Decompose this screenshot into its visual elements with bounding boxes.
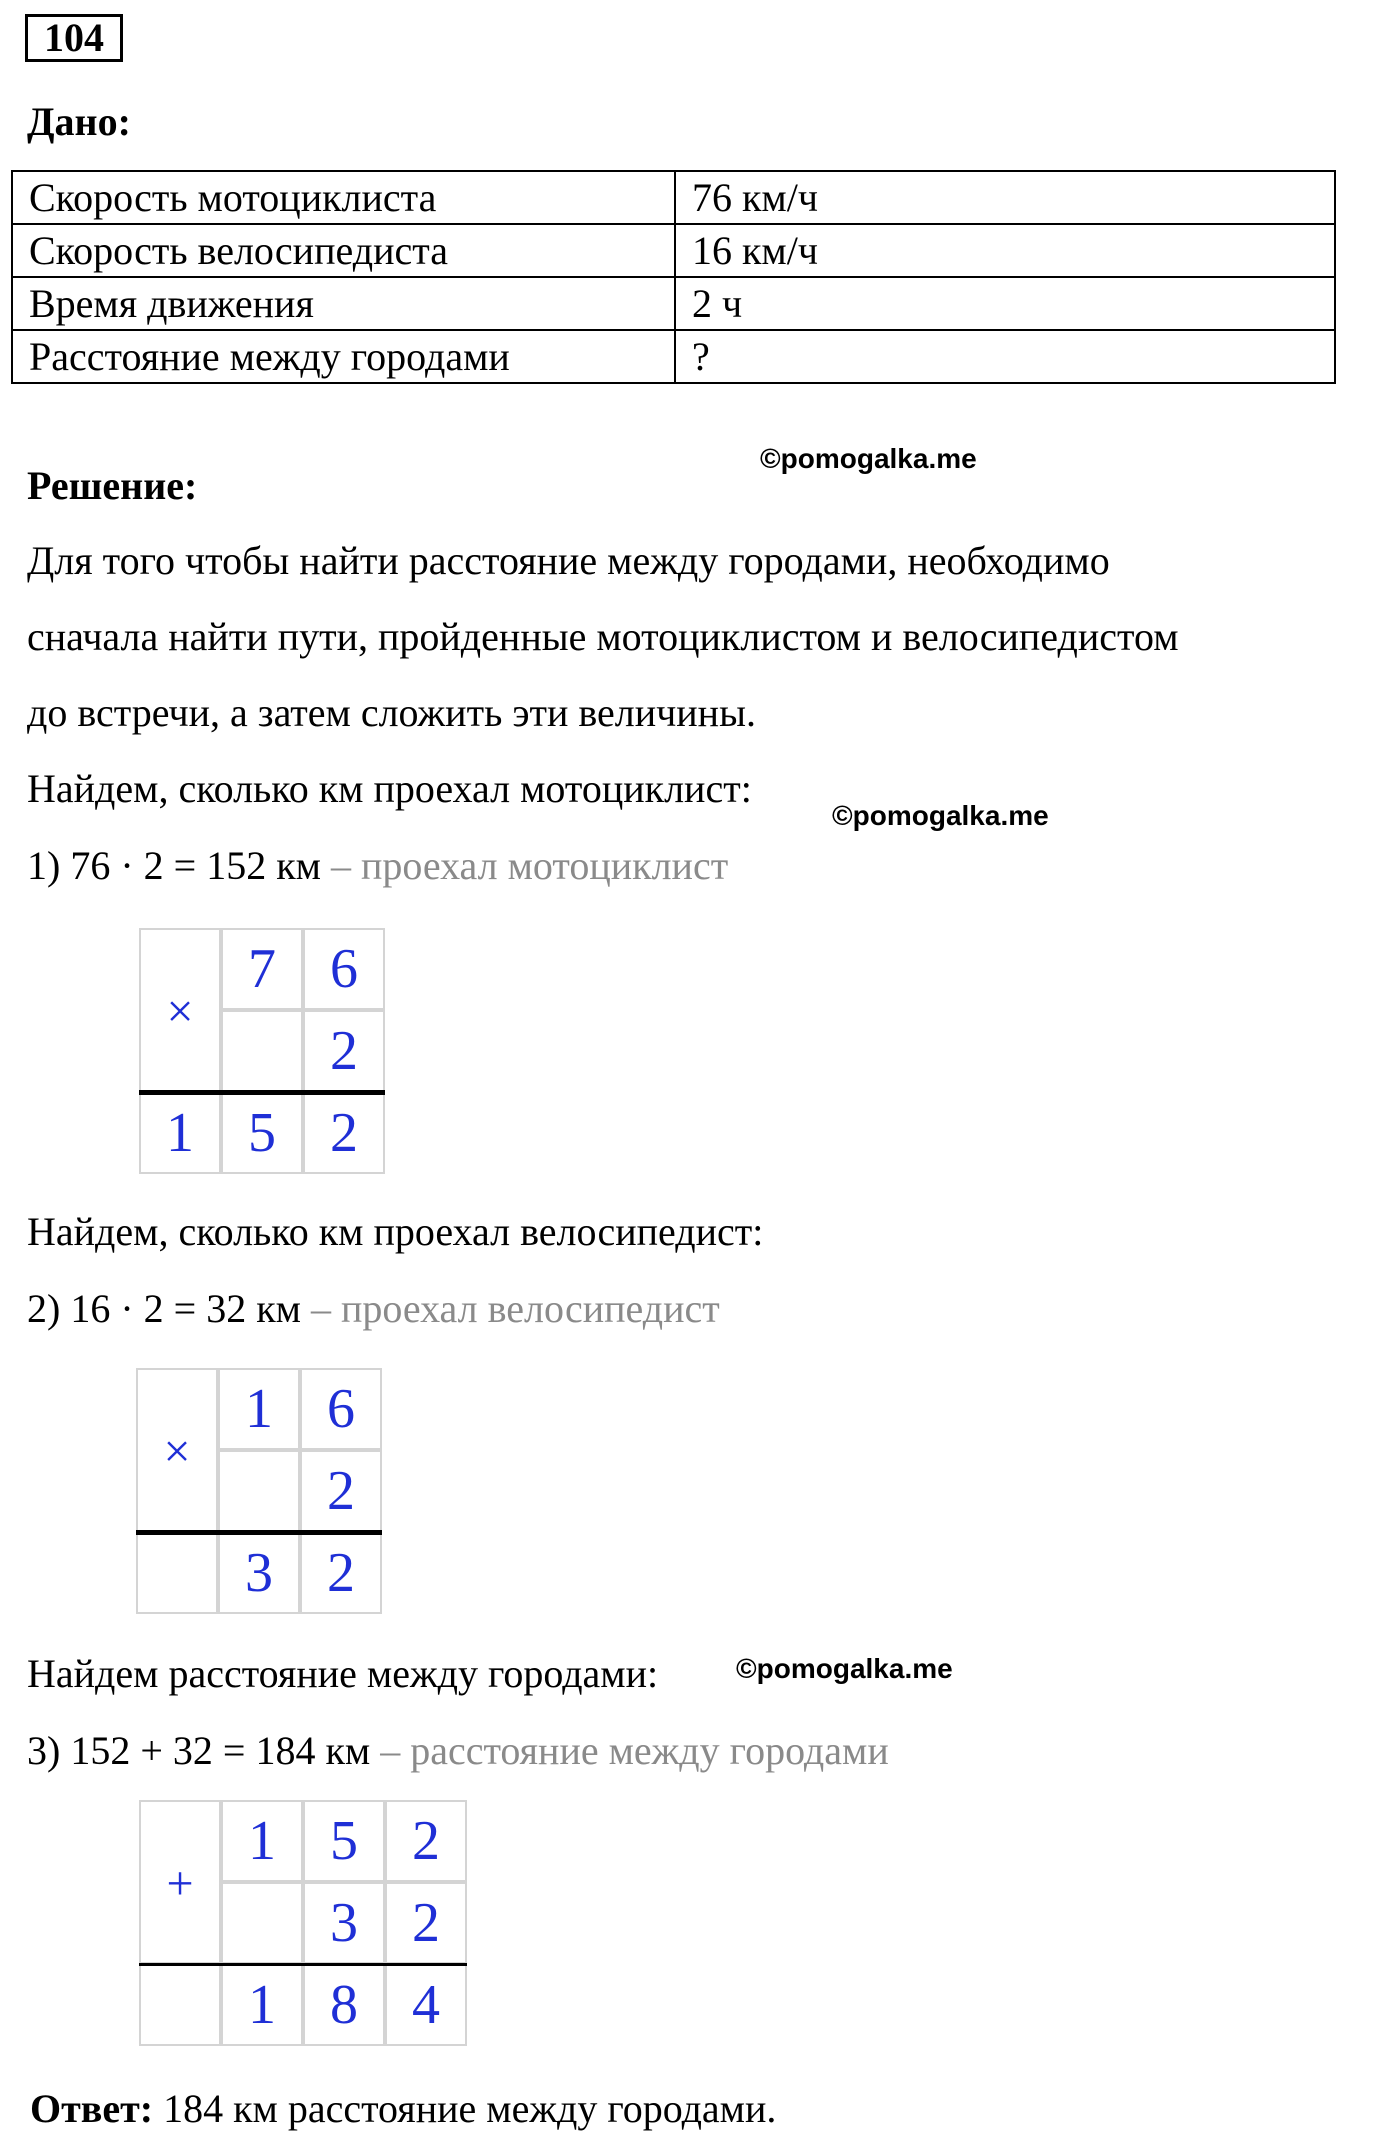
watermark: ©pomogalka.me	[736, 1653, 953, 1684]
table-row	[12, 277, 1335, 330]
multiply-sign: ×	[166, 985, 194, 1038]
intro-line: сначала найти пути, пройденные мотоциклистом и велосипедистом	[27, 614, 1179, 659]
intro-line: Для того чтобы найти расстояние между городами, необходимо	[27, 538, 1110, 583]
calc-digit: 7	[221, 928, 303, 1010]
calc-digit: 2	[300, 1450, 382, 1532]
table-row	[12, 224, 1335, 277]
calc-digit: 3	[218, 1532, 300, 1614]
calc-digit: 5	[221, 1092, 303, 1174]
answer-label: Ответ:	[30, 2086, 154, 2131]
calc-digit: 1	[221, 1800, 303, 1882]
answer-text: 184 км расстояние между городами.	[153, 2086, 777, 2131]
step-comment: – расстояние между городами	[380, 1728, 889, 1773]
solution-heading: Решение:	[27, 463, 198, 508]
calc-digit: 1	[221, 1964, 303, 2046]
calc-digit: 2	[303, 1010, 385, 1092]
problem-number: 104	[25, 14, 123, 62]
given-value: 16 км/ч	[675, 224, 1335, 277]
step-comment: – проехал велосипедист	[310, 1286, 720, 1331]
step-equation: 3) 152 + 32 = 184 км	[27, 1728, 371, 1773]
result-line	[139, 1090, 385, 1095]
calc-digit	[221, 1882, 303, 1964]
given-heading: Дано:	[27, 99, 131, 144]
given-label: Скорость велосипедиста	[12, 224, 675, 277]
result-line	[139, 1963, 467, 1966]
calc-digit: 2	[385, 1800, 467, 1882]
given-value: 76 км/ч	[675, 171, 1335, 224]
given-table	[11, 170, 1336, 384]
calc-digit: 1	[139, 1092, 221, 1174]
calc-digit: 1	[218, 1368, 300, 1450]
calc-digit: 6	[300, 1368, 382, 1450]
calc-digit: 4	[385, 1964, 467, 2046]
step-prompt: Найдем расстояние между городами:	[27, 1651, 659, 1696]
calc-digit	[221, 1010, 303, 1092]
watermark: ©pomogalka.me	[832, 800, 1049, 831]
table-row	[12, 330, 1335, 383]
calc-digit: 2	[303, 1092, 385, 1174]
given-label: Скорость мотоциклиста	[12, 171, 675, 224]
calc-digit	[136, 1532, 218, 1614]
step-equation: 2) 16 · 2 = 32 км	[27, 1286, 301, 1331]
given-value: 2 ч	[675, 277, 1335, 330]
calc-digit: 2	[385, 1882, 467, 1964]
calc-digit: 6	[303, 928, 385, 1010]
multiply-sign: ×	[163, 1425, 191, 1478]
result-line	[136, 1530, 382, 1535]
step-equation-line	[27, 842, 728, 889]
plus-sign: +	[166, 1857, 194, 1910]
given-label: Расстояние между городами	[12, 330, 675, 383]
calc-digit: 5	[303, 1800, 385, 1882]
calc-digit	[218, 1450, 300, 1532]
calc-digit: 8	[303, 1964, 385, 2046]
step-equation-line	[27, 1285, 720, 1332]
step-prompt: Найдем, сколько км проехал мотоциклист:	[27, 766, 752, 811]
step-comment: – проехал мотоциклист	[330, 843, 729, 888]
answer-line	[30, 2085, 776, 2132]
step-equation-line	[27, 1727, 889, 1774]
given-value: ?	[675, 330, 1335, 383]
calc-digit: 2	[300, 1532, 382, 1614]
step-prompt: Найдем, сколько км проехал велосипедист:	[27, 1209, 764, 1254]
calc-digit: 3	[303, 1882, 385, 1964]
given-label: Время движения	[12, 277, 675, 330]
watermark: ©pomogalka.me	[760, 443, 977, 474]
intro-line: до встречи, а затем сложить эти величины.	[27, 690, 756, 735]
step-equation: 1) 76 · 2 = 152 км	[27, 843, 321, 888]
table-row	[12, 171, 1335, 224]
